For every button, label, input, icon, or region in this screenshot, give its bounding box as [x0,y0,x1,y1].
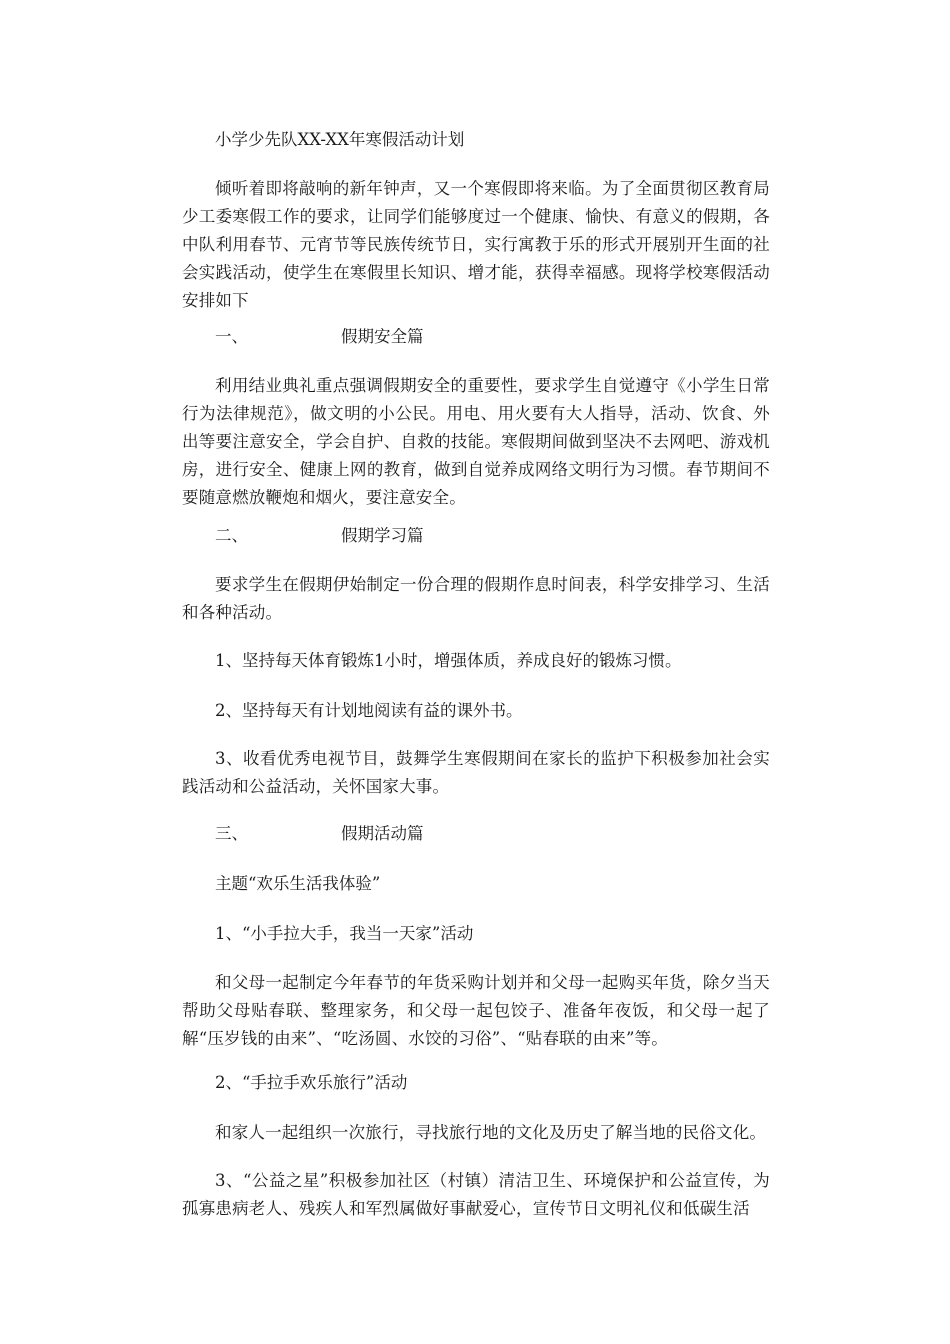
section-title: 假期学习篇 [341,526,424,545]
activity-2-title: 2、“手拉手欢乐旅行”活动 [215,1073,408,1092]
activity-1-paragraph: 和父母一起制定今年春节的年货采购计划并和父母一起购买年货，除夕当天帮助父母贴春联、整理家务，和父母一起包饺子、准备年夜饭，和父母一起了解“压岁钱的由来”、“吃汤圆、水饺的习俗”、“贴春联的由来”等。 [182,973,770,1048]
activity-1-title: 1、“小手拉大手，我当一天家”活动 [215,924,474,943]
section-heading-safety [215,323,424,351]
section-heading-study [215,522,424,550]
section-title: 假期活动篇 [341,824,424,843]
activity-3-paragraph: 3、“公益之星”积极参加社区（村镇）清洁卫生、环境保护和公益宣传，为孤寡患病老人、残疾人和军烈属做好事献爱心，宣传节日文明礼仪和低碳生活 [182,1171,770,1218]
section-title: 假期安全篇 [341,327,424,346]
section-number: 二、 [215,526,248,545]
intro-paragraph: 倾听着即将敲响的新年钟声，又一个寒假即将来临。为了全面贯彻区教育局少工委寒假工作的要求，让同学们能够度过一个健康、愉快、有意义的假期，各中队利用春节、元宵节等民族传统节日，实行寓教于乐的形式开展别开生面的社会实践活动，使学生在寒假里长知识、增才能，获得幸福感。现将学校寒假活动安排如下 [182,179,770,310]
section-heading-activity [215,820,424,848]
study-paragraph: 要求学生在假期伊始制定一份合理的假期作息时间表，科学安排学习、生活和各种活动。 [182,575,770,622]
section-number: 三、 [215,824,248,843]
activity-theme: 主题“欢乐生活我体验” [215,874,381,893]
study-item-2: 2、坚持每天有计划地阅读有益的课外书。 [215,701,523,720]
study-item-1: 1、坚持每天体育锻炼1小时，增强体质，养成良好的锻炼习惯。 [215,651,682,670]
study-item-3: 3、收看优秀电视节目，鼓舞学生寒假期间在家长的监护下积极参加社会实践活动和公益活动，关怀国家大事。 [182,749,770,796]
safety-paragraph: 利用结业典礼重点强调假期安全的重要性，要求学生自觉遵守《小学生日常行为法律规范》，做文明的小公民。用电、用火要有大人指导，活动、饮食、外出等要注意安全，学会自护、自救的技能。寒假期间做到坚决不去网吧、游戏机房，进行安全、健康上网的教育，做到自觉养成网络文明行为习惯。春节期间不要随意燃放鞭炮和烟火，要注意安全。 [182,376,770,507]
section-number: 一、 [215,327,248,346]
document-title: 小学少先队XX-XX年寒假活动计划 [215,130,465,149]
activity-2-paragraph: 和家人一起组织一次旅行，寻找旅行地的文化及历史了解当地的民俗文化。 [215,1123,767,1142]
